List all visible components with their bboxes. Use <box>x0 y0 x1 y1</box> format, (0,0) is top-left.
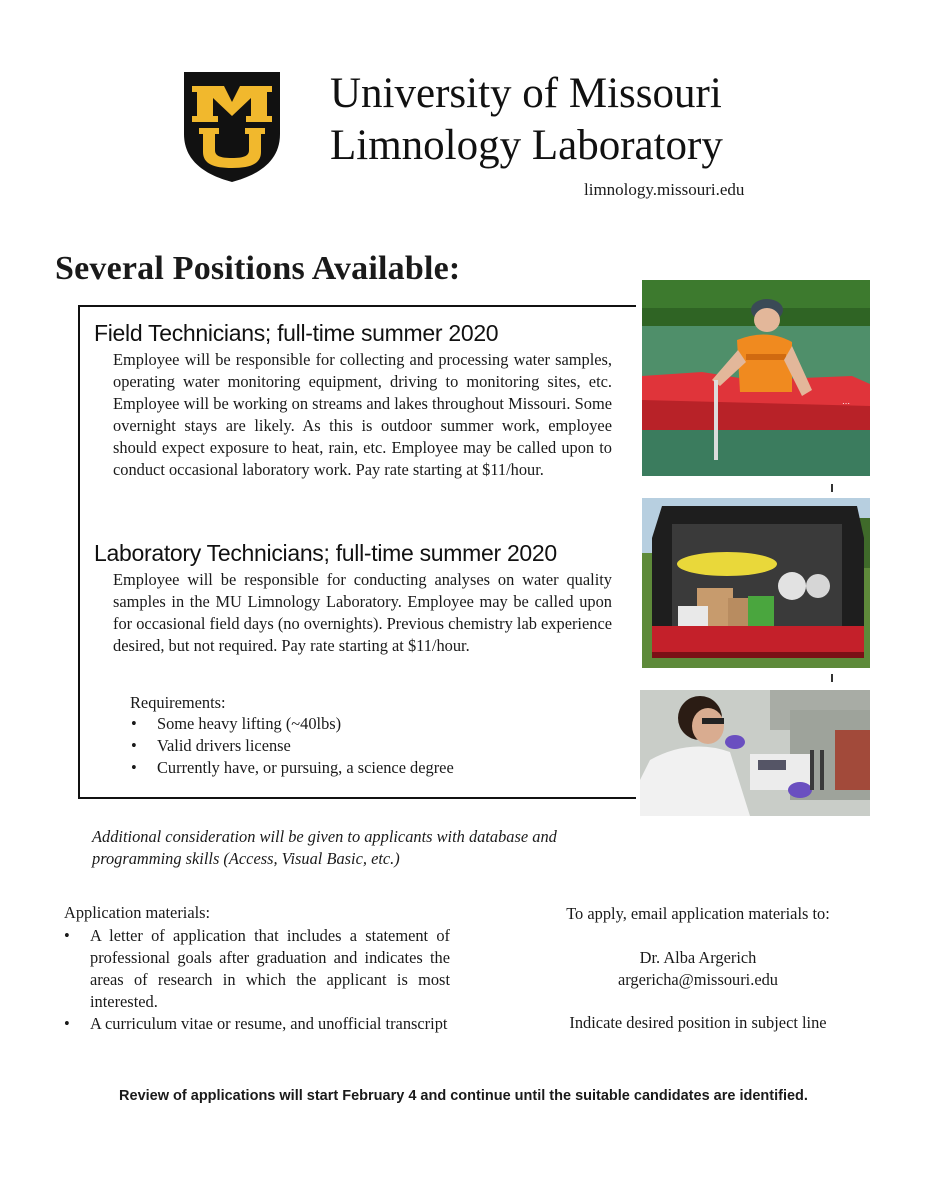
requirement-item: • Valid drivers license <box>131 735 581 757</box>
application-item: • A letter of application that includes a statement of professional goals after graduation and indicates the areas of research in which the applicant is most interested. <box>64 925 450 1013</box>
photo-lab-analysis <box>640 690 870 816</box>
application-materials-list <box>64 925 450 1035</box>
mu-shield-logo <box>184 72 280 182</box>
contact-email[interactable]: argericha@missouri.edu <box>618 970 778 989</box>
contact-name: Dr. Alba Argerich <box>639 948 757 967</box>
apply-instructions: To apply, email application materials to: <box>566 904 830 923</box>
subject-line-note: Indicate desired position in subject line <box>569 1013 827 1032</box>
lab-tech-description: Employee will be responsible for conducting analyses on water quality samples in the MU Limnology Laboratory. Employee may be called upon for occasional field days (no overnights). Previous chemistry lab experience desired, but not required. Pay rate starting at $11/hour. <box>113 570 612 655</box>
page-headline: Several Positions Available: <box>55 250 461 287</box>
photo-marker <box>831 484 833 492</box>
photo-truck-equipment <box>642 498 870 668</box>
university-name: University of Missouri <box>330 70 722 117</box>
website-url[interactable]: limnology.missouri.edu <box>584 180 745 199</box>
photo-marker <box>831 674 833 682</box>
lab-name: Limnology Laboratory <box>330 122 723 169</box>
review-notice: Review of applications will start February 4 and continue until the suitable candidates are identified. <box>119 1088 808 1104</box>
requirements-title: Requirements: <box>130 693 226 712</box>
application-materials-title: Application materials: <box>64 903 211 922</box>
additional-consideration-note: Additional consideration will be given to applicants with database and programming skills (Access, Visual Basic, etc.) <box>92 827 557 868</box>
photo-kayak-field-sampling <box>642 280 870 476</box>
svg-text:⋯: ⋯ <box>842 399 850 408</box>
field-tech-title: Field Technicians; full-time summer 2020 <box>94 320 499 346</box>
requirement-item: • Some heavy lifting (~40lbs) <box>131 713 581 735</box>
requirement-item: • Currently have, or pursuing, a science degree <box>131 757 581 779</box>
requirements-list <box>131 713 581 779</box>
application-item: • A curriculum vitae or resume, and unofficial transcript <box>64 1013 450 1035</box>
lab-tech-title: Laboratory Technicians; full-time summer 2020 <box>94 540 557 566</box>
field-tech-description: Employee will be responsible for collecting and processing water samples, operating water monitoring equipment, driving to monitoring sites, etc. Employee will be working on streams and lakes throughout Missouri. Some overnight stays are likely. As this is outdoor summer work, employee should expect exposure to heat, rain, etc. Employee may be called upon to conduct occasional laboratory work. Pay rate starting at $11/hour. <box>113 350 612 479</box>
